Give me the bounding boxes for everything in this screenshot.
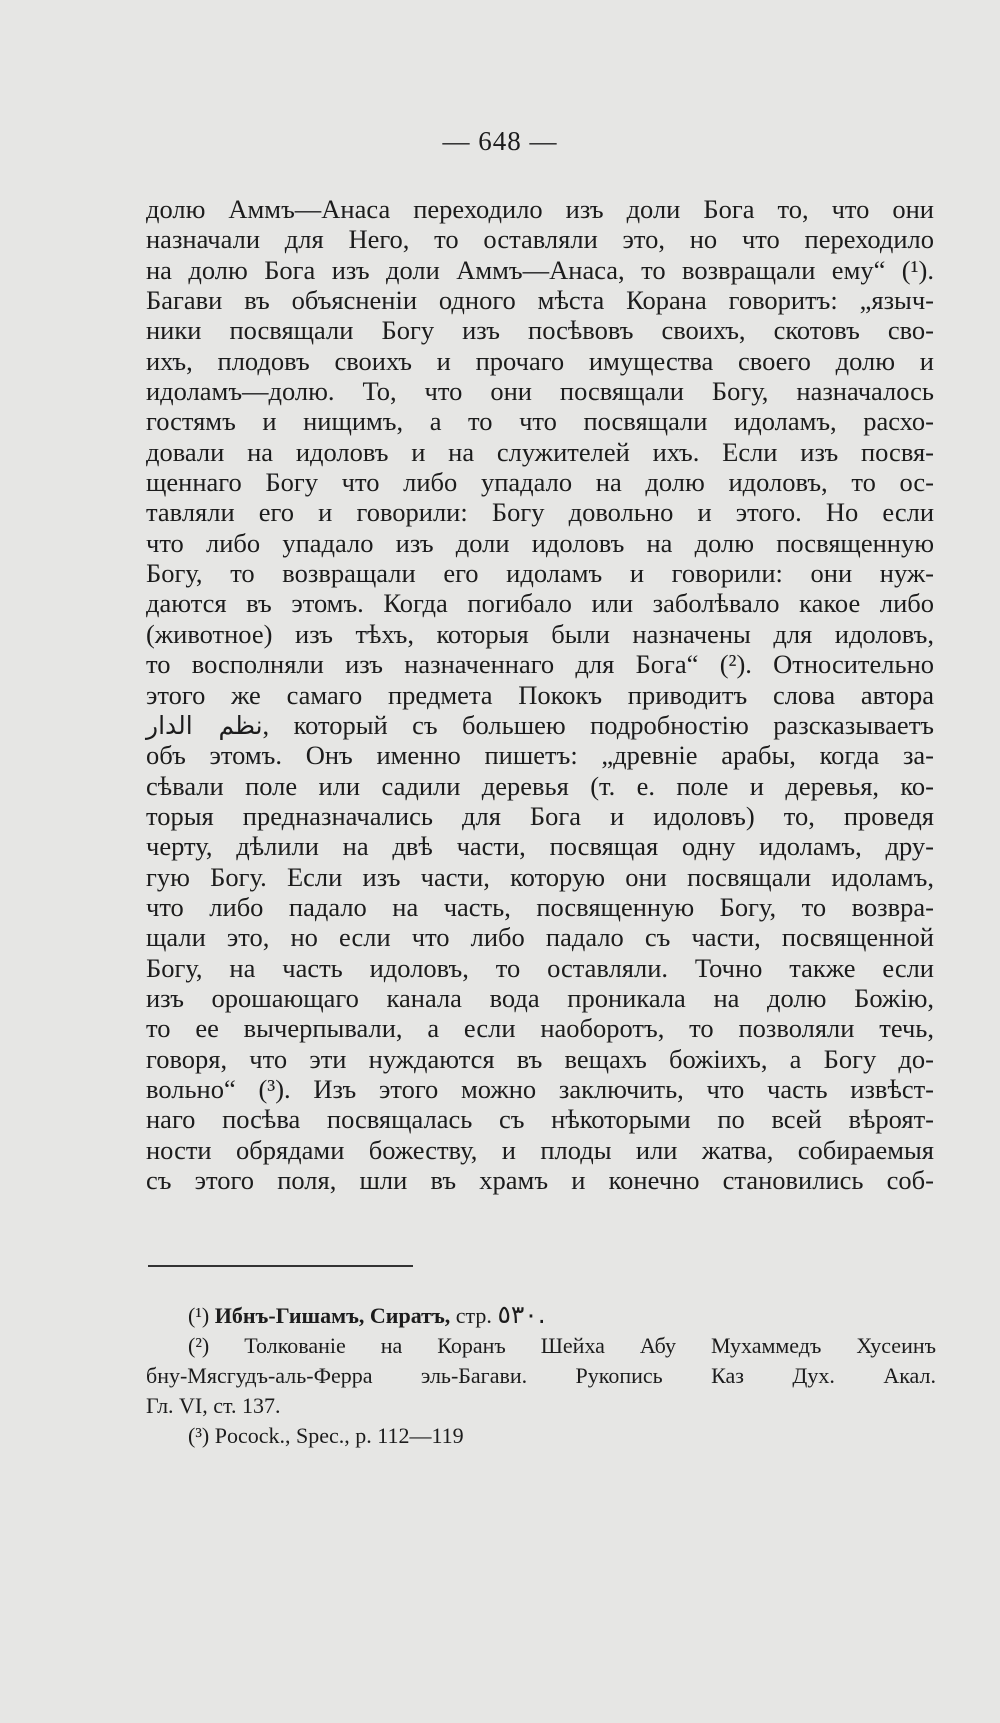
text-line: говоря, что эти нуждаются въ вещахъ божіихъ, а Богу до- [146, 1043, 934, 1074]
text-line: даются въ этомъ. Когда погибало или заболѣвало какое либо [146, 588, 934, 619]
arabic-phrase: نظم الدار [146, 710, 263, 740]
page-number-header: — 648 — [442, 126, 558, 156]
text-line: то восполняли изъ назначеннаго для Бога“ (²). Относительно [146, 649, 934, 680]
text-line: торыя предназначались для Бога и идоловъ) то, проведя [146, 800, 934, 831]
text-line: что либо падало на часть, посвященную Богу, то возвра- [146, 891, 934, 922]
footnote-2-line-1: (²) Толкованіе на Коранъ Шейха Абу Мухаммедъ Хусеинъ [188, 1333, 936, 1358]
text-line: щеннаго Богу что либо упадало на долю идоловъ, то ос- [146, 467, 934, 498]
text-line: наго посѣва посвящалась съ нѣкоторыми по всей вѣроят- [146, 1104, 934, 1135]
text-line: (животное) изъ тѣхъ, которыя были назначены для идоловъ, [146, 618, 934, 649]
text-line: этого же самаго предмета Пококъ приводитъ слова автора [146, 679, 934, 710]
text-line: Багави въ объясненіи одного мѣста Корана говоритъ: „языч- [146, 285, 934, 316]
text-line-arabic [146, 710, 934, 740]
text-line-rest: , который съ большею подробностію разсказываетъ [262, 709, 934, 740]
text-line: что либо упадало изъ доли идоловъ на долю посвященную [146, 527, 934, 558]
text-line: вольно“ (³). Изъ этого можно заключить, что часть извѣст- [146, 1073, 934, 1104]
footnote-arabic-number: ٥٣٠. [497, 1300, 546, 1329]
footnote-3: (³) Pocock., Spec., p. 112—119 [188, 1423, 464, 1448]
text-line: гостямъ и нищимъ, а то что посвящали идоламъ, расхо- [146, 406, 934, 437]
text-line: ники посвящали Богу изъ посѣвовъ своихъ, скотовъ сво- [146, 315, 934, 346]
text-line: съ этого поля, шли въ храмъ и конечно становились соб- [146, 1165, 934, 1195]
main-text [146, 194, 934, 1195]
text-line: изъ орошающаго канала вода проникала на долю Божію, [146, 982, 934, 1013]
text-line: Богу, то возвращали его идоламъ и говорили: они нуж- [146, 558, 934, 589]
text-line: долю Аммъ—Анаса переходило изъ доли Бога то, что они [146, 194, 934, 224]
text-line: гую Богу. Если изъ части, которую они посвящали идоламъ, [146, 861, 934, 892]
text-line: ихъ, плодовъ своихъ и прочаго имущества своего долю и [146, 345, 934, 376]
footnote-mark: (¹) [188, 1303, 210, 1328]
text-line: Богу, на часть идоловъ, то оставляли. Точно также если [146, 952, 934, 983]
footnote-2-line-2: бну-Мясгудъ-аль-Ферра эль-Багави. Рукопись Каз Дух. Акал. [146, 1363, 936, 1388]
footnote-2-line-3: Гл. VI, ст. 137. [146, 1393, 281, 1418]
text-line: объ этомъ. Онъ именно пишетъ: „древніе арабы, когда за- [146, 740, 934, 771]
text-line: ности обрядами божеству, и плоды или жатва, собираемыя [146, 1134, 934, 1165]
text-line: довали на идоловъ и на служителей ихъ. Если изъ посвя- [146, 436, 934, 467]
text-line: идоламъ—долю. То, что они посвящали Богу, назначалось [146, 376, 934, 407]
text-line: щали это, но если что либо падало съ части, посвященной [146, 922, 934, 953]
text-line: сѣвали поле или садили деревья (т. е. поле и деревья, ко- [146, 770, 934, 801]
text-line: назначали для Него, то оставляли это, но что переходило [146, 224, 934, 255]
text-line: черту, дѣлили на двѣ части, посвящая одну идоламъ, дру- [146, 831, 934, 862]
text-line: то ее вычерпывали, а если наоборотъ, то позволяли течь, [146, 1013, 934, 1044]
footnote-divider [148, 1265, 413, 1267]
footnote-text: стр. [450, 1303, 498, 1328]
text-line: тавляли его и говорили: Богу довольно и этого. Но если [146, 497, 934, 528]
footnotes [146, 1300, 936, 1451]
footnote-source: Ибнъ-Гишамъ, Сиратъ, [214, 1303, 451, 1328]
footnote-1 [146, 1300, 936, 1331]
text-line: на долю Бога изъ доли Аммъ—Анаса, то возвращали ему“ (¹). [146, 254, 934, 285]
